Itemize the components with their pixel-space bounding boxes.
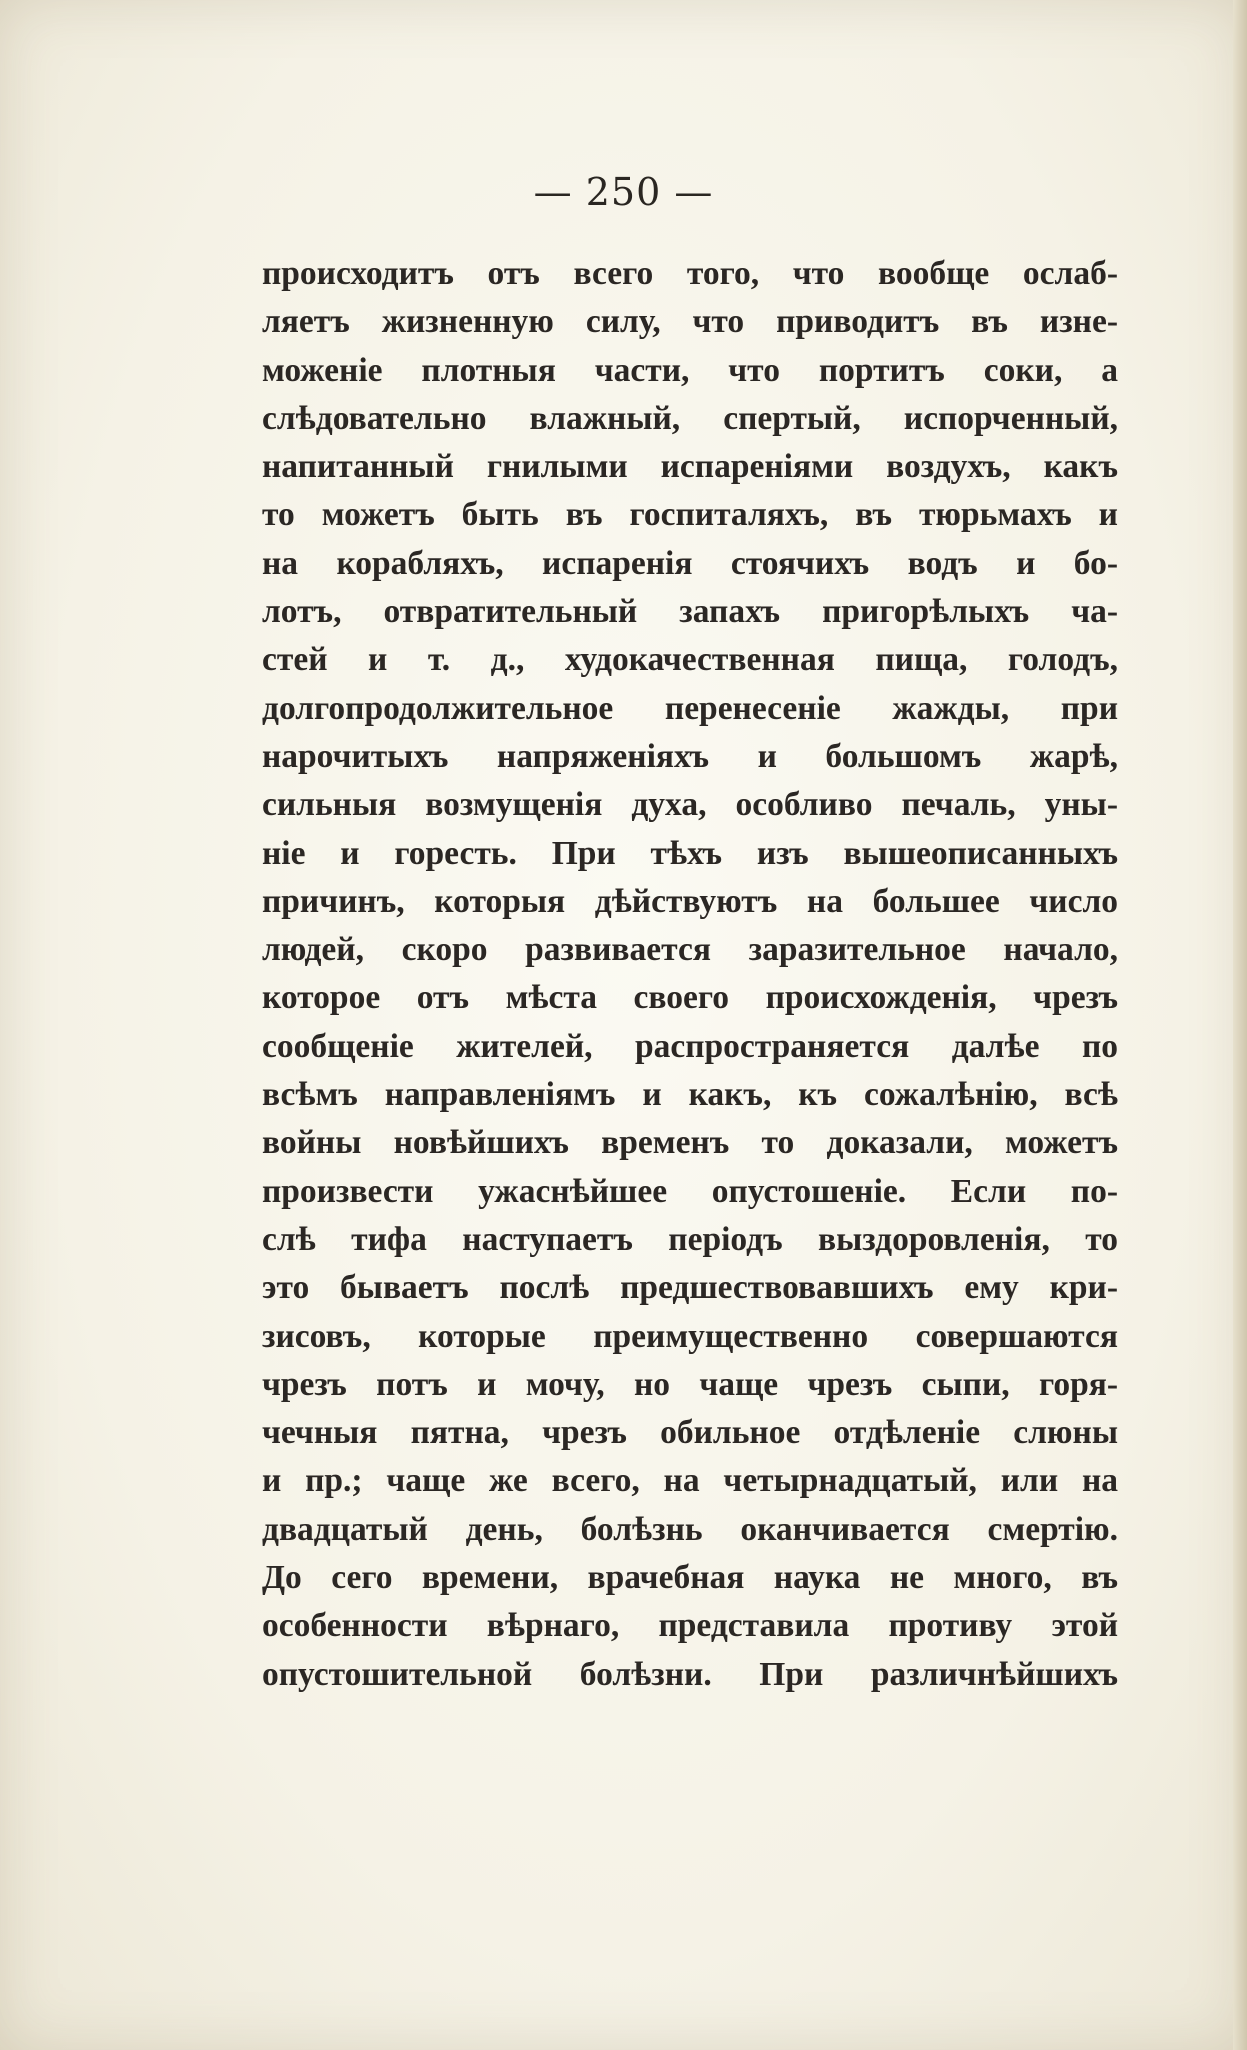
text-line: особенности вѣрнаго, представила противу этой <box>262 1607 1118 1645</box>
body-text <box>262 250 1118 1699</box>
text-line: чечныя пятна, чрезъ обильное отдѣленіе слюны <box>262 1414 1118 1452</box>
text-line: на корабляхъ, испаренія стоячихъ водъ и бо- <box>262 544 1118 582</box>
text-line: слѣ тифа наступаетъ періодъ выздоровленія, то <box>262 1220 1118 1258</box>
text-line: слѣдовательно влажный, спертый, испорченный, <box>262 399 1118 437</box>
text-line: опустошительной болѣзни. При различнѣйшихъ <box>262 1655 1118 1693</box>
page-number: — 250 — <box>533 170 714 214</box>
text-line: моженіе плотныя части, что портитъ соки, а <box>262 351 1118 389</box>
text-line: нарочитыхъ напряженіяхъ и большомъ жарѣ, <box>262 737 1118 775</box>
text-line: то можетъ быть въ госпиталяхъ, въ тюрьмахъ и <box>262 496 1118 534</box>
text-line: ляетъ жизненную силу, что приводитъ въ изне- <box>262 303 1118 341</box>
text-line: войны новѣйшихъ временъ то доказали, можетъ <box>262 1124 1118 1162</box>
page-edge <box>1233 0 1247 2050</box>
text-line: напитанный гнилыми испареніями воздухъ, какъ <box>262 448 1118 486</box>
text-line: лотъ, отвратительный запахъ пригорѣлыхъ ча- <box>262 593 1118 631</box>
text-line: причинъ, которыя дѣйствуютъ на большее число <box>262 882 1118 920</box>
text-line: людей, скоро развивается заразительное начало, <box>262 931 1118 969</box>
text-line: зисовъ, которые преимущественно совершаются <box>262 1317 1118 1355</box>
text-line: которое отъ мѣста своего происхожденія, чрезъ <box>262 979 1118 1017</box>
text-line: всѣмъ направленіямъ и какъ, къ сожалѣнію, всѣ <box>262 1076 1118 1114</box>
text-line: стей и т. д., худокачественная пища, голодъ, <box>262 641 1118 679</box>
text-line: До сего времени, врачебная наука не много, въ <box>262 1559 1118 1597</box>
text-line: ніе и горесть. При тѣхъ изъ вышеописанныхъ <box>262 834 1118 872</box>
text-line: произвести ужаснѣйшее опустошеніе. Если по- <box>262 1172 1118 1210</box>
text-line: долгопродолжительное перенесеніе жажды, при <box>262 689 1118 727</box>
text-line: чрезъ потъ и мочу, но чаще чрезъ сыпи, горя- <box>262 1365 1118 1403</box>
text-line: и пр.; чаще же всего, на четырнадцатый, или на <box>262 1462 1118 1500</box>
text-line: сообщеніе жителей, распространяется далѣе по <box>262 1027 1118 1065</box>
text-line: сильныя возмущенія духа, особливо печаль, уны- <box>262 786 1118 824</box>
text-line: происходитъ отъ всего того, что вообще ослаб- <box>262 255 1118 292</box>
text-line: это бываетъ послѣ предшествовавшихъ ему кри- <box>262 1269 1118 1307</box>
text-line: двадцатый день, болѣзнь оканчивается смертію. <box>262 1510 1118 1548</box>
